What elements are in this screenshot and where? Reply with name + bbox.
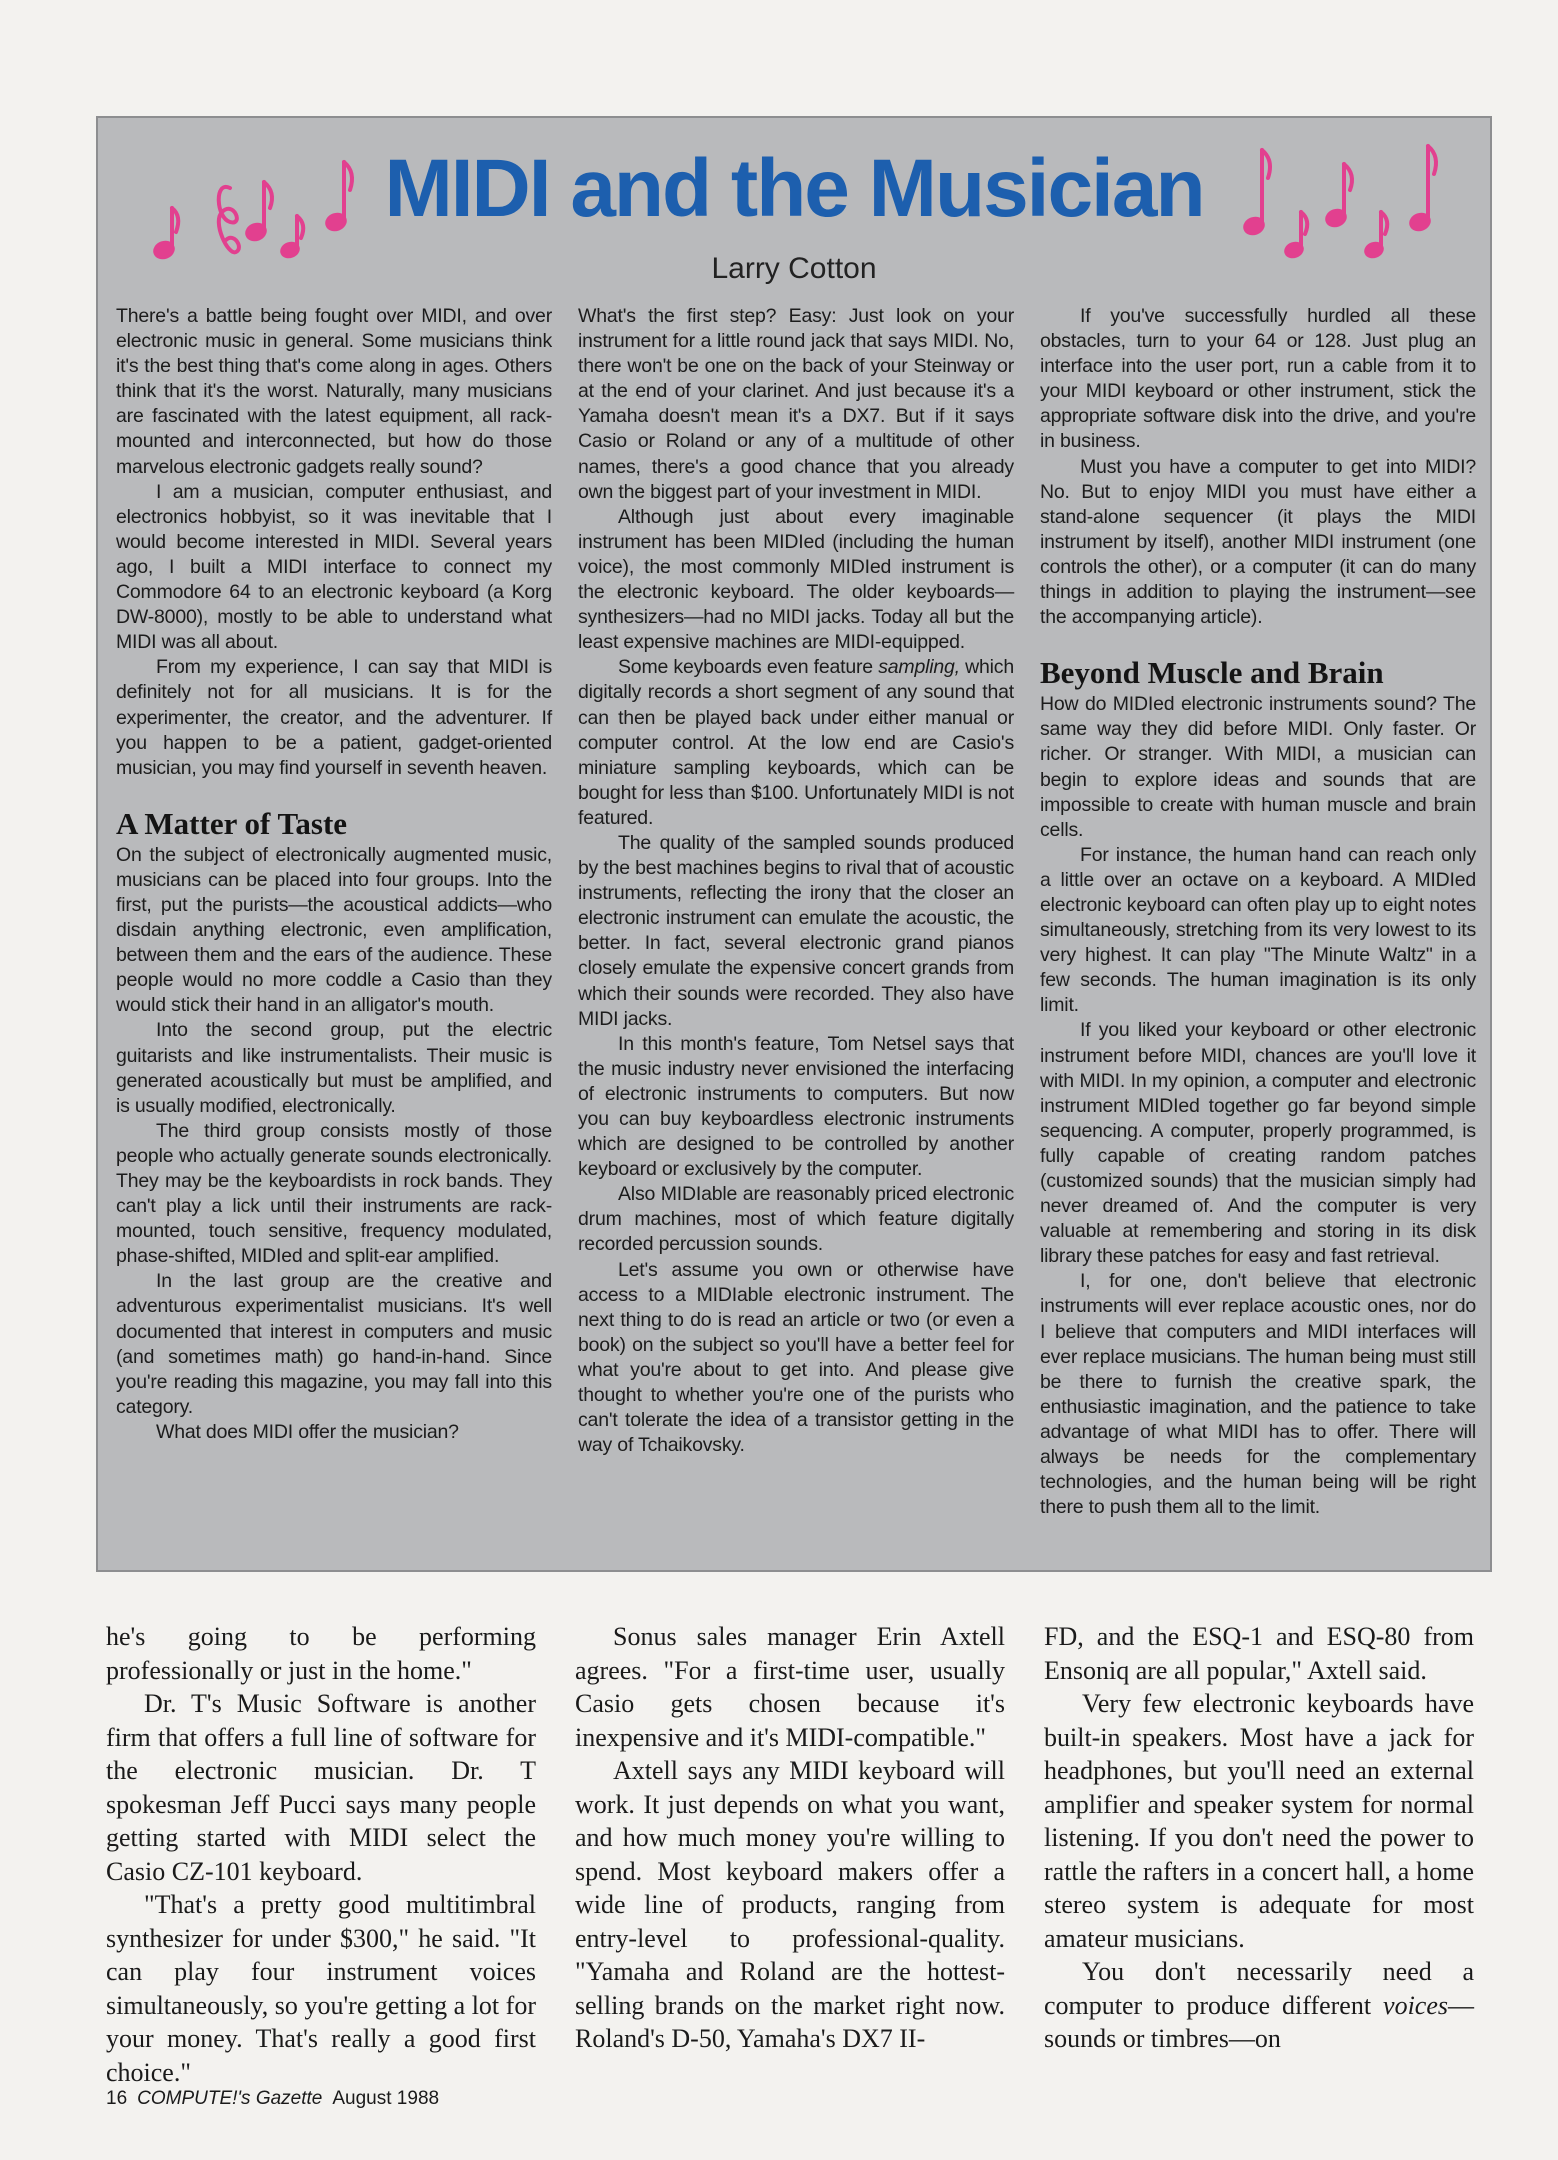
paragraph: Must you have a computer to get into MIDI? No. But to enjoy MIDI you must have either a stand-alone sequencer (it plays the MIDI instrument by itself), another MIDI instrument (one controls the other), or a computer (it can do many things in addition to playing the instrument—see the accompanying article).	[1040, 455, 1476, 629]
issue-date: August 1988	[332, 2088, 440, 2109]
emphasis: voices	[1383, 1990, 1448, 2020]
page-footer	[106, 2088, 439, 2110]
paragraph: "That's a pretty good multitimbral synthesizer for under $300," he said. "It can play four instrument voices simultaneously, so you're getting a lot for your money. That's really a good first choice."	[106, 1890, 536, 2087]
paragraph: Into the second group, put the electric guitarists and like instrumentalists. Their music is generated acoustically but must be amplified, and is usually modified, electronically.	[116, 1019, 552, 1117]
paragraph: From my experience, I can say that MIDI is definitely not for all musicians. It is for the experimenter, the creator, and the adventurer. If you happen to be a patient, gadget-oriented musician, you may find yourself in seventh heaven.	[116, 656, 552, 779]
paragraph: Although just about every imaginable instrument has been MIDIed (including the human voice), the most commonly MIDIed instrument is the electronic keyboard. The older keyboards—synthesizers—had no MIDI jacks. Today all but the least expensive machines are MIDI-equipped.	[578, 505, 1014, 654]
paragraph: FD, and the ESQ-1 and ESQ-80 from Ensoniq are all popular," Axtell said.	[1044, 1622, 1474, 1685]
paragraph	[578, 655, 1014, 831]
section-heading: A Matter of Taste	[116, 805, 348, 841]
paragraph: Sonus sales manager Erin Axtell agrees. "For a first-time user, usually Casio gets chosen because it's inexpensive and it's MIDI-compatible."	[575, 1622, 1005, 1752]
emphasis: sampling,	[878, 656, 960, 679]
paragraph: Dr. T's Music Software is another firm that offers a full line of software for the electronic musician. Dr. T spokesman Jeff Pucci says many people getting started with MIDI select the Casio CZ-101 keyboard.	[106, 1689, 536, 1886]
paragraph: I, for one, don't believe that electronic instruments will ever replace acoustic ones, nor do I believe that computers and MIDI interfaces will ever replace musicians. The human being must still be there to furnish the creative spark, the enthusiastic imagination, and the patience to take advantage of what MIDI has to offer. There will always be needs for the complementary technologies, and the human being will be right there to push them all to the limit.	[1040, 1270, 1476, 1519]
section-heading: Beyond Muscle and Brain	[1040, 655, 1384, 691]
paragraph: The quality of the sampled sounds produced by the best machines begins to rival that of acoustic instruments, reflecting the irony that the closer an electronic instrument can emulate the acoustic, the better. In fact, several electronic grand pianos closely emulate the expensive concert grands from which their sounds were recorded. They also have MIDI jacks.	[578, 831, 1014, 1030]
paragraph: In the last group are the creative and adventurous experimentalist musicians. It's well documented that interest in computers and music (and sometimes math) go hand-in-hand. Since you're reading this magazine, you may fall into this category.	[116, 1270, 552, 1418]
paragraph: he's going to be performing professionally or just in the home."	[106, 1622, 536, 1685]
sidebar-column-1	[116, 304, 552, 1445]
sidebar-box	[96, 116, 1492, 1572]
paragraph: For instance, the human hand can reach only a little over an octave on a keyboard. A MIDIed electronic keyboard can often play up to eight notes simultaneously, stretching from its very lowest to its very highest. It can play "The Minute Waltz" in a few seconds. The human imagination is its only limit.	[1040, 843, 1476, 1017]
paragraph: How do MIDIed electronic instruments sound? The same way they did before MIDI. Only faster. Or richer. Or stranger. With MIDI, a musician can begin to explore ideas and sounds that are impossible to create with human muscle and brain cells.	[1040, 693, 1476, 841]
paragraph: Very few electronic keyboards have built-in speakers. Most have a jack for headphones, but you'll need an external amplifier and speaker system for normal listening. If you don't need the power to rattle the rafters in a concert hall, a home stereo system is adequate for most amateur musicians.	[1044, 1689, 1474, 1953]
byline: Larry Cotton	[711, 252, 877, 285]
paragraph: Let's assume you own or otherwise have access to a MIDIable electronic instrument. The next thing to do is read an article or two (or even a book) on the subject so you'll have a better feel for what you're about to get into. And please give thought to whether you're one of the purists who can't tolerate the idea of a transistor getting in the way of Tchaikovsky.	[578, 1258, 1014, 1457]
paragraph: Axtell says any MIDI keyboard will work. It just depends on what you want, and how much money you're willing to spend. Most keyboard makers offer a wide line of products, ranging from entry-level to professional-quality. "Yamaha and Roland are the hottest-selling brands on the market right now. Roland's D-50, Yamaha's DX7 II-	[575, 1756, 1005, 2053]
article-column-3	[1044, 1620, 1474, 2056]
page-number: 16	[106, 2088, 128, 2109]
text-run: Some keyboards even feature	[618, 656, 879, 679]
paragraph: In this month's feature, Tom Netsel says that the music industry never envisioned the interfacing of electronic instruments to computers. But now you can buy keyboardless electronic instruments which are designed to be controlled by another keyboard or exclusively by the computer.	[578, 1032, 1014, 1181]
paragraph: There's a battle being fought over MIDI, and over electronic music in general. Some musicians think it's the best thing that's come along in ages. Others think that it's the worst. Naturally, many musicians are fascinated with the latest equipment, all rack-mounted and interconnected, but how do those marvelous electronic gadgets really sound?	[116, 305, 552, 478]
paragraph: What does MIDI offer the musician?	[156, 1420, 459, 1443]
sidebar-column-2	[578, 304, 1014, 1458]
text-run: which digitally records a short segment of any sound that can then be played back under either manual or computer control. At the low end are Casio's miniature sampling keyboards, which can be bought for less than $100. Unfortunately MIDI is not featured.	[578, 656, 1014, 829]
paragraph: Also MIDIable are reasonably priced electronic drum machines, most of which feature digitally recorded percussion sounds.	[578, 1183, 1014, 1256]
article-title: MIDI and the Musician	[384, 143, 1204, 234]
article-column-2	[575, 1620, 1005, 2056]
sidebar-column-3	[1040, 304, 1476, 1520]
paragraph	[1044, 1955, 1474, 2056]
paragraph: The third group consists mostly of those people who actually generate sounds electronically. They may be the keyboardists in rock bands. They can't play a lick until their instruments are rack-mounted, touch sensitive, frequency modulated, phase-shifted, MIDIed and split-ear amplified.	[116, 1119, 552, 1268]
paragraph: If you've successfully hurdled all these obstacles, turn to your 64 or 128. Just plug an interface into the user port, run a cable from it to your MIDI keyboard or other instrument, stick the appropriate software disk into the drive, and you're in business.	[1040, 305, 1476, 453]
paragraph: What's the first step? Easy: Just look on your instrument for a little round jack that says MIDI. No, there won't be one on the back of your Steinway or at the end of your clarinet. And just because it's a Yamaha doesn't mean it's a DX7. But if it says Casio or Roland or any of a multitude of other names, there's a good chance that you already own the biggest part of your investment in MIDI.	[578, 305, 1014, 503]
magazine-name: COMPUTE!'s Gazette	[137, 2088, 323, 2109]
paragraph: On the subject of electronically augmented music, musicians can be placed into four groups. Into the first, put the purists—the acoustical addicts—who disdain anything electronic, even amplification, between them and the ears of the audience. These people would no more coddle a Casio than they would stick their hand in an alligator's mouth.	[116, 843, 552, 1017]
paragraph: I am a musician, computer enthusiast, and electronics hobbyist, so it was inevitable that I would become interested in MIDI. Several years ago, I built a MIDI interface to connect my Commodore 64 to an electronic keyboard (a Korg DW-8000), mostly to be able to understand what MIDI was all about.	[116, 480, 552, 654]
text-run: —sounds or timbres—on	[1044, 1990, 1474, 2053]
paragraph: If you liked your keyboard or other electronic instrument before MIDI, chances are you'll love it with MIDI. In my opinion, a computer and electronic instrument MIDIed together go far beyond simple sequencing. A computer, properly programmed, is fully capable of creating random patches (customized sounds) that the musician simply had never dreamed of. And the computer is very valuable at remembering and storing in its disk library these patches for easy and fast retrieval.	[1040, 1019, 1476, 1268]
article-column-1	[106, 1620, 536, 2089]
text-run: You don't necessarily need a computer to produce different	[1044, 1957, 1474, 2020]
